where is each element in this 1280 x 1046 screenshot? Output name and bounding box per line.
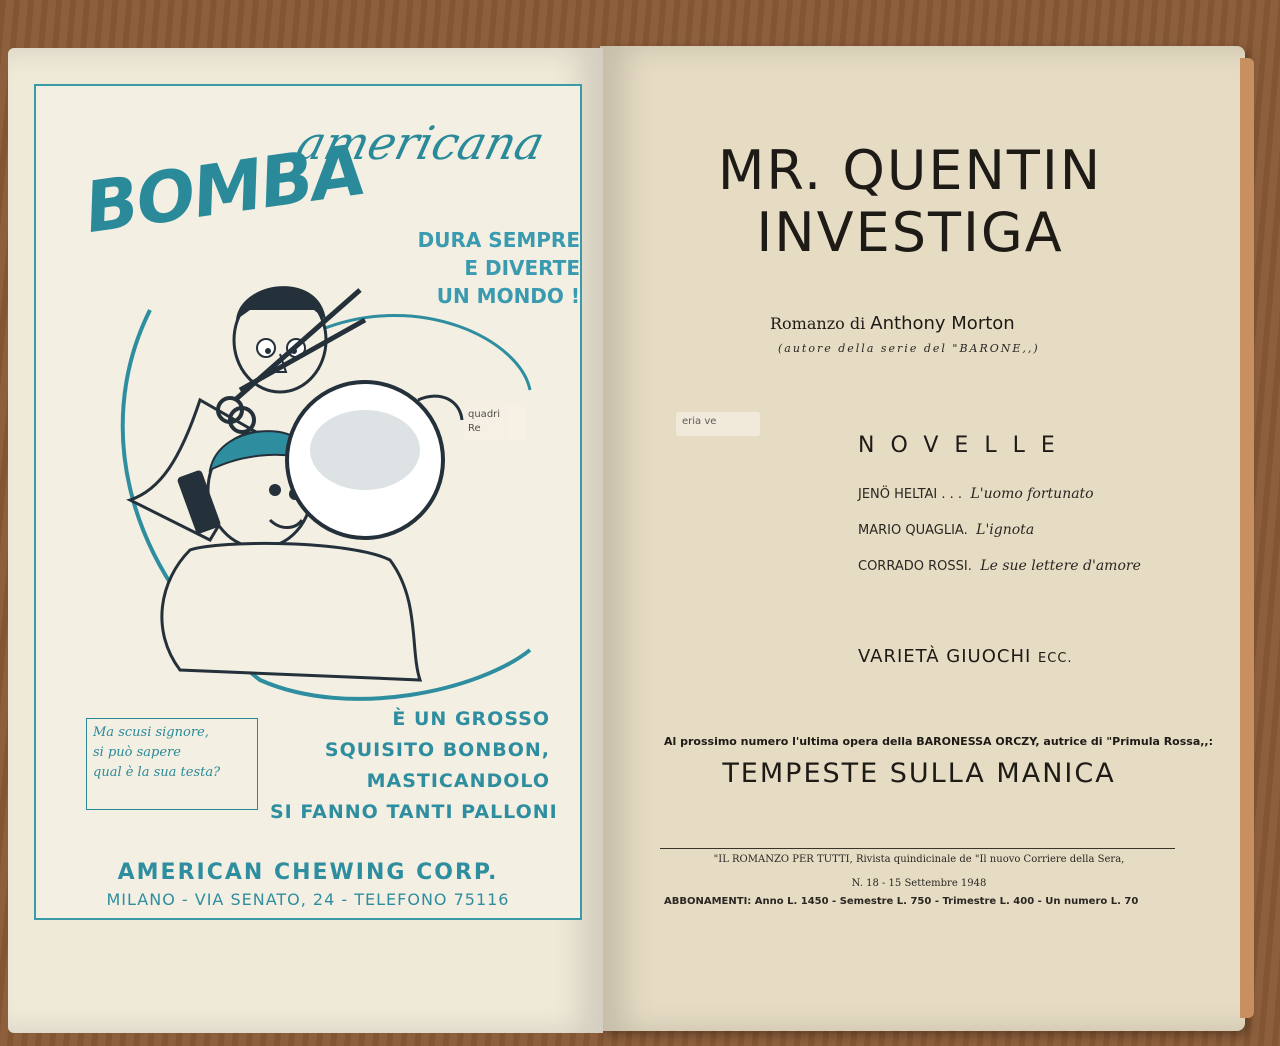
next-issue-notice: Al prossimo numero l'ultima opera della BARONESSA ORCZY, autrice di "Primula Rossa,,: xyxy=(664,735,1214,748)
page-edges xyxy=(1240,58,1254,1018)
novella-author: CORRADO ROSSI. xyxy=(858,559,972,574)
feature-line: SQUISITO BONBON, xyxy=(324,739,550,761)
feature-line: SI FANNO TANTI PALLONI xyxy=(270,801,558,823)
brand-bomba: BOMBA xyxy=(83,127,365,251)
brand-americana: americana xyxy=(291,116,550,170)
company-address: MILANO - VIA SENATO, 24 - TELEFONO 75116 xyxy=(106,890,510,909)
byline xyxy=(770,313,1015,334)
torn-label xyxy=(676,412,760,436)
quote-line: Ma scusi signore, xyxy=(93,725,209,740)
novella-title: L'uomo fortunato xyxy=(970,486,1094,502)
novella-title: L'ignota xyxy=(976,522,1035,538)
novella-title: Le sue lettere d'amore xyxy=(980,558,1141,574)
torn-label-text: eria ve xyxy=(682,416,717,427)
list-item xyxy=(858,558,1141,594)
slogan-line: UN MONDO ! xyxy=(436,284,580,308)
novel-title xyxy=(640,140,1180,264)
quote-line: si può sapere xyxy=(93,745,181,760)
novella-author: JENÖ HELTAI . . . xyxy=(858,487,963,502)
quote-box xyxy=(86,718,258,810)
title-line: MR. QUENTIN xyxy=(717,139,1103,202)
footer-subscriptions: ABBONAMENTI: Anno L. 1450 - Semestre L. 750 - Trimestre L. 400 - Un numero L. 70 xyxy=(664,896,1139,907)
torn-label xyxy=(464,406,526,440)
byline-subtitle: (autore della serie del "BARONE,,) xyxy=(778,342,1040,355)
torn-label-text: quadri xyxy=(468,409,501,420)
footer-publication: "IL ROMANZO PER TUTTI, Rivista quindicinale de "Il nuovo Corriere della Sera, xyxy=(713,854,1125,865)
slogan-line: DURA SEMPRE xyxy=(417,228,580,252)
feature-line: È UN GROSSO xyxy=(392,708,550,730)
slogan-line: E DIVERTE xyxy=(464,256,580,280)
varieta-text: VARIETÀ GIUOCHI xyxy=(858,646,1032,667)
next-issue-title: TEMPESTE SULLA MANICA xyxy=(722,758,1116,789)
varieta-suffix: ECC. xyxy=(1038,651,1073,666)
novelle-heading: NOVELLE xyxy=(858,433,1071,458)
feature-line: MASTICANDOLO xyxy=(366,770,550,792)
novella-author: MARIO QUAGLIA. xyxy=(858,523,968,538)
footer-rule xyxy=(660,848,1175,849)
ad-features xyxy=(270,704,558,828)
byline-author: Anthony Morton xyxy=(870,313,1015,334)
quote-line: qual è la sua testa? xyxy=(93,765,221,780)
footer-issue: N. 18 - 15 Settembre 1948 xyxy=(851,878,987,889)
list-item xyxy=(858,522,1141,558)
title-line: INVESTIGA xyxy=(756,201,1064,264)
barber-illustration xyxy=(90,250,550,710)
company-name: AMERICAN CHEWING CORP. xyxy=(117,860,499,885)
varieta-line xyxy=(858,646,1073,667)
list-item xyxy=(858,486,1141,522)
torn-label-text: Re xyxy=(468,423,481,434)
novelle-list xyxy=(858,486,1141,594)
byline-prefix: Romanzo di xyxy=(770,314,866,333)
